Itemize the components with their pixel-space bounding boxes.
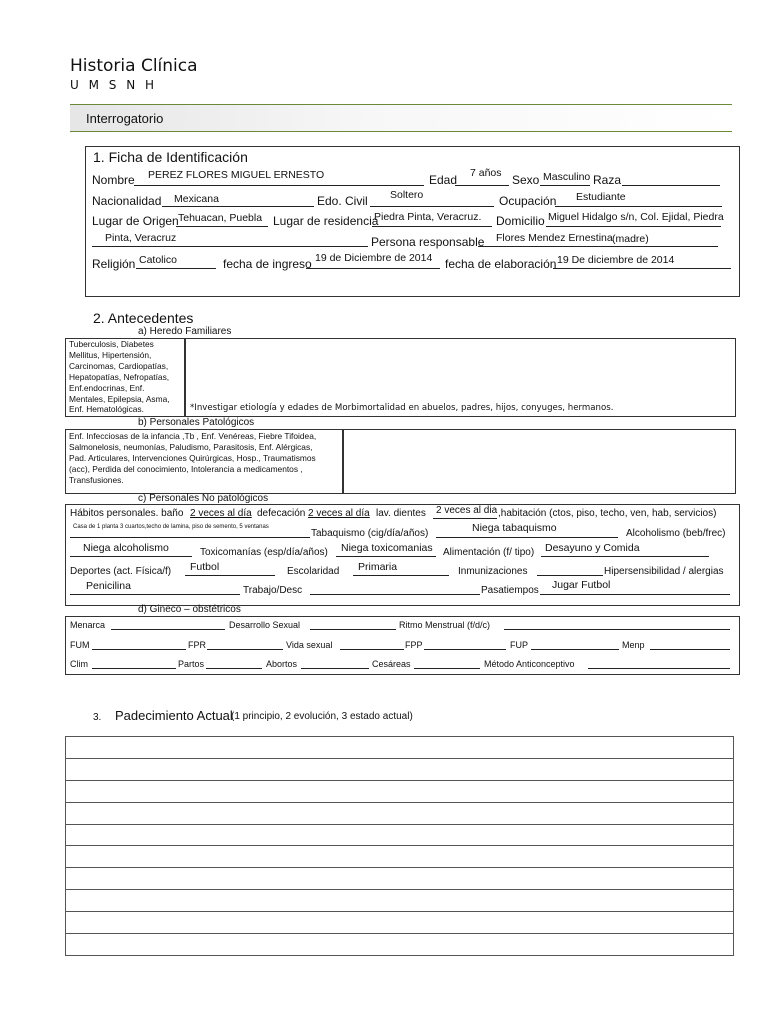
label-ritmo: Ritmo Menstrual (f/d/c)	[399, 620, 491, 630]
label-vida-sexual: Vida sexual	[286, 640, 333, 650]
label-domicilio: Domicilio	[496, 214, 545, 228]
patologicos-notes-cell[interactable]	[342, 429, 736, 494]
label-toxicomanias: Toxicomanías (esp/día/años)	[200, 547, 328, 558]
field-religion-line[interactable]	[136, 268, 216, 269]
identification-heading: 1. Ficha de Identificación	[93, 149, 248, 165]
label-alimentacion: Alimentación (f/ tipo)	[443, 547, 535, 558]
field-fum-line[interactable]	[92, 649, 186, 650]
value-lugar-residencia: Piedra Pinta, Veracruz.	[374, 211, 482, 223]
label-lugar-residencia: Lugar de residencia	[273, 214, 379, 228]
label-habitacion: ,habitación (ctos, piso, techo, ven, hab, servicios)	[498, 508, 717, 519]
institution-subtitle: U M S N H	[70, 78, 158, 92]
padecimiento-line[interactable]	[66, 868, 734, 890]
value-persona-responsable: Flores Mendez Ernestina	[496, 232, 613, 244]
patologico-condition-line: Enf. Infecciosas de la infancia ,Tb , Enf. Venéreas, Fiebre Tifoidea,	[69, 431, 317, 441]
label-desarrollo: Desarrollo Sexual	[229, 620, 301, 630]
value-escolaridad: Primaria	[358, 561, 398, 573]
label-deportes: Deportes (act. Física/f)	[70, 566, 172, 577]
patologicos-heading: b) Personales Patológicos	[138, 417, 255, 428]
padecimiento-line[interactable]	[66, 737, 734, 759]
field-nombre-line[interactable]	[134, 185, 424, 186]
label-fpp: FPP	[405, 640, 423, 650]
field-tabaquismo-line[interactable]	[436, 537, 618, 538]
label-lav-dientes: lav. dientes	[376, 508, 426, 519]
value-sexo: Masculino	[543, 171, 591, 183]
gineco-heading: d) Gineco – obstétricos	[138, 604, 241, 615]
value-bano: 2 veces al día	[190, 508, 252, 519]
padecimiento-line[interactable]	[66, 934, 734, 956]
value-nombre: PEREZ FLORES MIGUEL ERNESTO	[148, 169, 325, 181]
value-domicilio-cont: Pinta, Veracruz	[105, 232, 177, 244]
patologicos-conditions-cell	[65, 429, 344, 494]
value-domicilio: Miguel Hidalgo s/n, Col. Ejidal, Piedra	[548, 211, 724, 223]
field-lav-dientes-line[interactable]	[433, 518, 497, 519]
field-escolaridad-line[interactable]	[353, 575, 449, 576]
label-defecacion: defecación	[257, 508, 306, 519]
field-domicilio-line[interactable]	[546, 226, 721, 227]
heredo-condition-line: Mentales, Epilepsia, Asma,	[69, 393, 170, 404]
field-pasatiempos-line[interactable]	[540, 594, 730, 595]
label-religion: Religión	[92, 257, 136, 271]
heredo-notes-cell[interactable]	[184, 338, 736, 417]
field-fpr-line[interactable]	[207, 649, 283, 650]
value-nacionalidad: Mexicana	[174, 193, 219, 205]
patologico-condition-line: Salmonelosis, neumonías, Paludismo, Parasitosis, Enf. Alérgicas,	[69, 442, 313, 452]
section-banner	[70, 104, 732, 132]
padecimiento-line[interactable]	[66, 890, 734, 912]
label-fecha-elaboracion: fecha de elaboración	[445, 257, 557, 271]
heredo-condition-line: Hepatopatías, Nefropatías,	[69, 371, 170, 382]
padecimiento-line[interactable]	[66, 802, 734, 824]
field-lugar-origen-line[interactable]	[176, 226, 268, 227]
padecimiento-line[interactable]	[66, 780, 734, 802]
field-lugar-residencia-line[interactable]	[372, 226, 492, 227]
heredo-familiares-heading: a) Heredo Familiares	[138, 326, 232, 337]
heredo-condition-line: Mellitus, Hipertensión,	[69, 349, 152, 360]
heredo-note: *Investigar etiología y edades de Morbimortalidad en abuelos, padres, hijos, conyuges, hermanos.	[190, 403, 614, 413]
field-ritmo-line[interactable]	[504, 629, 730, 630]
label-sexo: Sexo	[512, 173, 540, 187]
heredo-condition-line: Enf.endocrinas, Enf.	[69, 382, 145, 393]
field-ocupacion-line[interactable]	[555, 206, 722, 207]
no-patologicos-box	[65, 504, 740, 606]
label-alcoholismo: Alcoholismo (beb/frec)	[626, 528, 726, 539]
field-sexo-line[interactable]	[540, 185, 590, 186]
value-alcoholismo: Niega alcoholismo	[83, 542, 169, 554]
field-persona-responsable-line[interactable]	[478, 246, 718, 247]
patologico-condition-line: Transfusiones.	[69, 475, 124, 485]
label-inmunizaciones: Inmunizaciones	[458, 566, 528, 577]
patologico-condition-line: Pad. Articulares, Intervenciones Quirúrgicas, Hosp., Traumatismos	[69, 453, 316, 463]
field-desarrollo-line[interactable]	[310, 629, 396, 630]
label-abortos: Abortos	[266, 659, 298, 669]
field-alcoholismo-line[interactable]	[70, 556, 192, 557]
field-menp-line[interactable]	[650, 649, 730, 650]
field-inmunizaciones-line[interactable]	[537, 575, 603, 576]
field-edo-civil-line[interactable]	[370, 206, 494, 207]
value-defecacion: 2 veces al día	[308, 508, 370, 519]
value-lav-dientes: 2 veces al dia	[436, 505, 498, 516]
value-persona-responsable-rel: (madre)	[612, 233, 649, 245]
heredo-conditions-cell	[65, 338, 186, 417]
padecimiento-note: (1 principio, 2 evolución, 3 estado actual)	[231, 711, 413, 722]
value-habitacion: Casa de 1 planta 3 cuartos,techo de lamina, piso de semento, 5 ventanas	[73, 524, 269, 530]
page-title: Historia Clínica	[70, 56, 198, 76]
no-patologicos-heading: c) Personales No patológicos	[138, 493, 269, 504]
label-edo-civil: Edo. Civil	[317, 194, 368, 208]
label-hipersensibilidad: Hipersensibilidad / alergias	[604, 566, 724, 577]
label-trabajo: Trabajo/Desc	[243, 585, 303, 596]
label-fpr: FPR	[188, 640, 206, 650]
label-nacionalidad: Nacionalidad	[92, 194, 162, 208]
heredo-condition-line: Carcinomas, Cardiopatías,	[69, 360, 169, 371]
antecedentes-heading: 2. Antecedentes	[93, 310, 194, 326]
field-clim-line[interactable]	[92, 668, 176, 669]
label-persona-responsable: Persona responsable	[371, 235, 485, 249]
value-ocupacion: Estudiante	[576, 191, 626, 203]
field-edad-line[interactable]	[455, 185, 509, 186]
padecimiento-line[interactable]	[66, 846, 734, 868]
label-raza: Raza	[593, 173, 622, 187]
label-habitos: Hábitos personales. baño	[70, 508, 184, 519]
label-nombre: Nombre	[92, 173, 135, 187]
heredo-condition-line: Tuberculosis, Diabetes	[69, 339, 154, 349]
label-menarca: Menarca	[70, 620, 106, 630]
label-fup: FUP	[510, 640, 528, 650]
field-raza-line[interactable]	[622, 185, 720, 186]
padecimiento-line[interactable]	[66, 912, 734, 934]
label-cesareas: Cesáreas	[372, 659, 411, 669]
field-fecha-elaboracion-line[interactable]	[553, 268, 731, 269]
field-vida-sexual-line[interactable]	[340, 649, 404, 650]
value-fecha-ingreso: 19 de Diciembre de 2014	[315, 252, 433, 264]
field-abortos-line[interactable]	[301, 668, 369, 669]
value-edad: 7 años	[470, 167, 502, 179]
value-religion: Catolico	[139, 254, 177, 266]
value-lugar-origen: Tehuacan, Puebla	[178, 212, 263, 224]
label-pasatiempos: Pasatiempos	[481, 585, 539, 596]
value-alimentacion: Desayuno y Comida	[545, 542, 640, 554]
field-toxicomanias-line[interactable]	[336, 556, 436, 557]
field-fup-line[interactable]	[531, 649, 619, 650]
value-deportes: Futbol	[190, 561, 220, 573]
value-hipersensibilidad: Penicilina	[86, 580, 131, 592]
value-fecha-elaboracion: 19 De diciembre de 2014	[557, 254, 675, 266]
label-edad: Edad	[429, 173, 458, 187]
label-tabaquismo: Tabaquismo (cig/día/años)	[311, 528, 429, 539]
heredo-condition-line: Enf. Hematológicas.	[69, 404, 144, 415]
label-clim: Clim	[70, 659, 88, 669]
banner-label: Interrogatorio	[86, 111, 164, 126]
field-habitacion-line[interactable]	[70, 537, 310, 538]
value-pasatiempos: Jugar Futbol	[552, 579, 611, 591]
padecimiento-heading: Padecimiento Actual	[115, 708, 233, 723]
field-nacionalidad-line[interactable]	[162, 206, 314, 207]
field-cesareas-line[interactable]	[414, 668, 480, 669]
field-fpp-line[interactable]	[424, 649, 506, 650]
field-deportes-line[interactable]	[185, 575, 275, 576]
label-metodo: Método Anticonceptivo	[484, 659, 575, 669]
value-toxicomanias: Niega toxicomanias	[341, 542, 433, 554]
field-alimentacion-line[interactable]	[541, 556, 709, 557]
value-edo-civil: Soltero	[390, 189, 424, 201]
label-menp: Menp	[622, 640, 645, 650]
field-metodo-line[interactable]	[588, 668, 730, 669]
value-tabaquismo: Niega tabaquismo	[472, 522, 557, 534]
padecimiento-line[interactable]	[66, 824, 734, 846]
padecimiento-number: 3.	[93, 712, 102, 723]
label-lugar-origen: Lugar de Origen	[92, 214, 179, 228]
label-fum: FUM	[70, 640, 90, 650]
padecimiento-line[interactable]	[66, 758, 734, 780]
field-menarca-line[interactable]	[111, 629, 225, 630]
field-partos-line[interactable]	[206, 668, 262, 669]
field-fecha-ingreso-line[interactable]	[306, 268, 440, 269]
patologico-condition-line: (acc), Perdida del conocimiento, Intolerancia a medicamentos ,	[69, 464, 303, 474]
label-ocupacion: Ocupación	[499, 194, 557, 208]
field-hipersensibilidad-line[interactable]	[70, 594, 240, 595]
padecimiento-lines-table	[65, 736, 734, 956]
field-trabajo-line[interactable]	[310, 594, 480, 595]
label-fecha-ingreso: fecha de ingreso	[223, 257, 312, 271]
label-escolaridad: Escolaridad	[287, 566, 340, 577]
label-partos: Partos	[178, 659, 205, 669]
field-domicilio-cont-line[interactable]	[92, 246, 368, 247]
